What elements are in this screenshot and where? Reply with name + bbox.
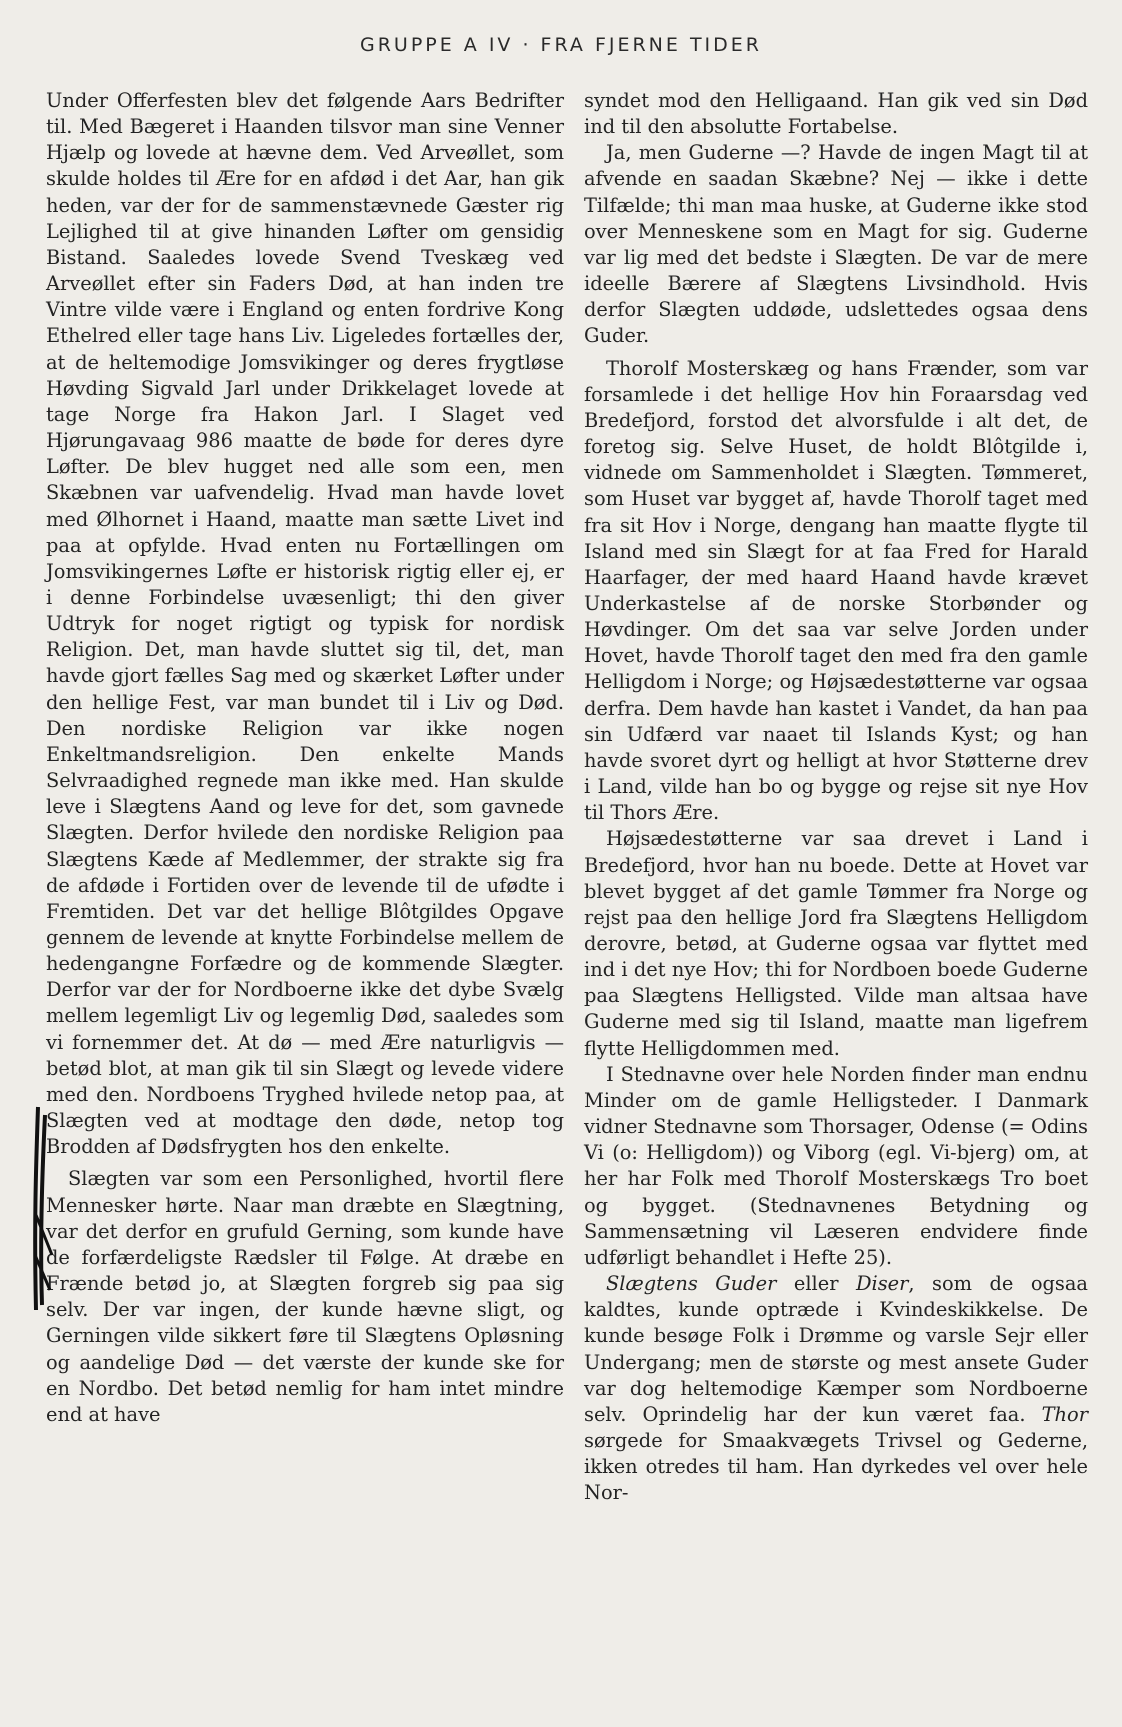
paragraph-text: , som de ogsaa kaldtes, kunde optræde i Kvindeskikkelse. De kunde besøge Folk i Drømme og varsle Sejr eller Undergang; men de største og mest ansete Guder var dog heltemodige Kæmper som Nordboerne selv. Oprindelig har der kun været faa. bbox=[584, 1272, 1088, 1426]
paragraph bbox=[584, 1271, 1088, 1506]
italic-term: Diser bbox=[855, 1272, 909, 1296]
paragraph: I Stednavne over hele Norden finder man endnu Minder om de gamle Helligsteder. I Danmark vidner Stednavne som Thorsager, Odense (= Odins Vi (o: Helligdom)) og Viborg (egl. Vi-bjerg) om, at her har Folk med Thorolf Mosterskægs Tro boet og bygget. (Stednavnenes Betydning og Sammensætning vil Læseren endvidere finde udførligt behandlet i Hefte 25). bbox=[584, 1062, 1088, 1269]
right-column bbox=[584, 88, 1088, 1506]
left-column bbox=[46, 88, 564, 1428]
running-header: GRUPPE A IV · FRA FJERNE TIDER bbox=[360, 34, 762, 56]
paragraph: Thorolf Mosterskæg og hans Frænder, som var forsamlede i det hellige Hov hin Foraarsdag ved Bredefjord, forstod det alvorsfulde i alt det, de foretog sig. Selve Huset, de holdt Blôtgilde i, vidnede om Sammenholdet i Slægten. Tømmeret, som Huset var bygget af, havde Thorolf taget med fra sit Hov i Norge, dengang han maatte flygte til Island med sin Slægt for at faa Fred for Harald Haarfager, der med haard Haand havde krævet Underkastelse af de norske Storbønder og Høvdinger. Om det saa var selve Jorden under Hovet, havde Thorolf taget den med fra den gamle Helligdom i Norge; og Højsædestøtterne var ogsaa derfra. Dem havde han kastet i Vandet, da han paa sin Udfærd var naaet til Islands Kyst; og han havde svoret dyrt og helligt at hvor Støtterne drev i Land, vilde han bo og bygge og rejse sit nye Hov til Thors Ære. bbox=[584, 356, 1088, 825]
italic-term: Slægtens Guder bbox=[606, 1272, 777, 1296]
paragraph: Under Offerfesten blev det følgende Aars Bedrifter til. Med Bægeret i Haanden tilsvor man sine Venner Hjælp og lovede at hævne dem. Ved Arveøllet, som skulde holdes til Ære for en afdød i det Aar, han gik heden, var der for de sammenstævnede Gæster rig Lejlighed til at give hinanden Løfter om gensidig Bistand. Saaledes lovede Svend Tveskæg ved Arveøllet efter sin Faders Død, at han inden tre Vintre vilde være i England og enten fordrive Kong Ethelred eller tage hans Liv. Ligeledes fortælles der, at de heltemodige Jomsvikinger og deres frygtløse Høvding Sigvald Jarl under Drikkelaget lovede at tage Norge fra Hakon Jarl. I Slaget ved Hjørungavaag 986 maatte de bøde for deres dyre Løfter. De blev hugget ned alle som een, men Skæbnen var uafvendelig. Hvad man havde lovet med Ølhornet i Haand, maatte man sætte Livet ind paa at opfylde. Hvad enten nu Fortællingen om Jomsvikingernes Løfte er historisk rigtig eller ej, er i denne Forbindelse uvæsenligt; thi den giver Udtryk for noget rigtigt og typisk for nordisk Religion. Det, man havde sluttet sig til, det, man havde gjort fælles Sag med og skærket Løfter under den hellige Fest, var man bundet til i Liv og Død. Den nordiske Religion var ikke nogen Enkeltmandsreligion. Den enkelte Mands Selvraadighed regnede man ikke med. Han skulde leve i Slægtens Aand og leve for det, som gavnede Slægten. Derfor hvilede den nordiske Religion paa Slægtens Kæde af Medlemmer, der strakte sig fra de afdøde i Fortiden over de levende til de ufødte i Fremtiden. Det var det hellige Blôtgildes Opgave gennem de levende at knytte Forbindelse mellem de hedengangne Forfædre og de kommende Slægter. Derfor var der for Nordboerne ikke det dybe Svælg mellem legemligt Liv og legemlig Død, saaledes som vi fornemmer det. At dø — med Ære naturligvis — betød blot, at man gik til sin Slægt og levede videre med den. Nordboens Tryghed hvilede netop paa, at Slægten ved at modtage den døde, netop tog Brodden af Dødsfrygten hos den enkelte. bbox=[46, 89, 564, 1159]
paragraph: Slægten var som een Personlighed, hvortil flere Mennesker hørte. Naar man dræbte en Slægtning, var det derfor en grufuld Gerning, som kunde have de forfærdeligste Rædsler til Følge. At dræbe en Frænde betød jo, at Slægten forgreb sig paa sig selv. Der var ingen, der kunde hævne sligt, og Gerningen vilde sikkert føre til Slægtens Opløsning og aandelige Død — det værste der kunde ske for en Nordbo. Det betød nemlig for ham intet mindre end at have bbox=[46, 1167, 564, 1426]
paragraph: Ja, men Guderne —? Havde de ingen Magt til at afvende en saadan Skæbne? Nej — ikke i dette Tilfælde; thi man maa huske, at Guderne ikke stod over Menneskene som en Magt for sig. Guderne var lig med det bedste i Slægten. De var de mere ideelle Bærere af Slægtens Livsindhold. Hvis derfor Slægten uddøde, udslettedes ogsaa dens Guder. bbox=[584, 141, 1088, 348]
handwritten-margin-mark bbox=[30, 1105, 56, 1315]
italic-term: Thor bbox=[1041, 1402, 1088, 1426]
paragraph-text: sørgede for Smaakvægets Trivsel og Gederne, ikken otredes til ham. Han dyrkedes vel over hele Nor- bbox=[584, 1428, 1088, 1505]
paragraph-text: eller bbox=[776, 1272, 856, 1296]
paragraph: syndet mod den Helligaand. Han gik ved sin Død ind til den absolutte Fortabelse. bbox=[584, 89, 1088, 139]
paragraph: Højsædestøtterne var saa drevet i Land i Bredefjord, hvor han nu boede. Dette at Hovet var blevet bygget af det gamle Tømmer fra Norge og rejst paa den hellige Jord fra Slægtens Helligdom derovre, betød, at Guderne ogsaa var flyttet med ind i det nye Hov; thi for Nordboen boede Guderne paa Slægtens Helligsted. Vilde man altsaa have Guderne med sig til Island, maatte man ligefrem flytte Helligdommen med. bbox=[584, 827, 1088, 1060]
